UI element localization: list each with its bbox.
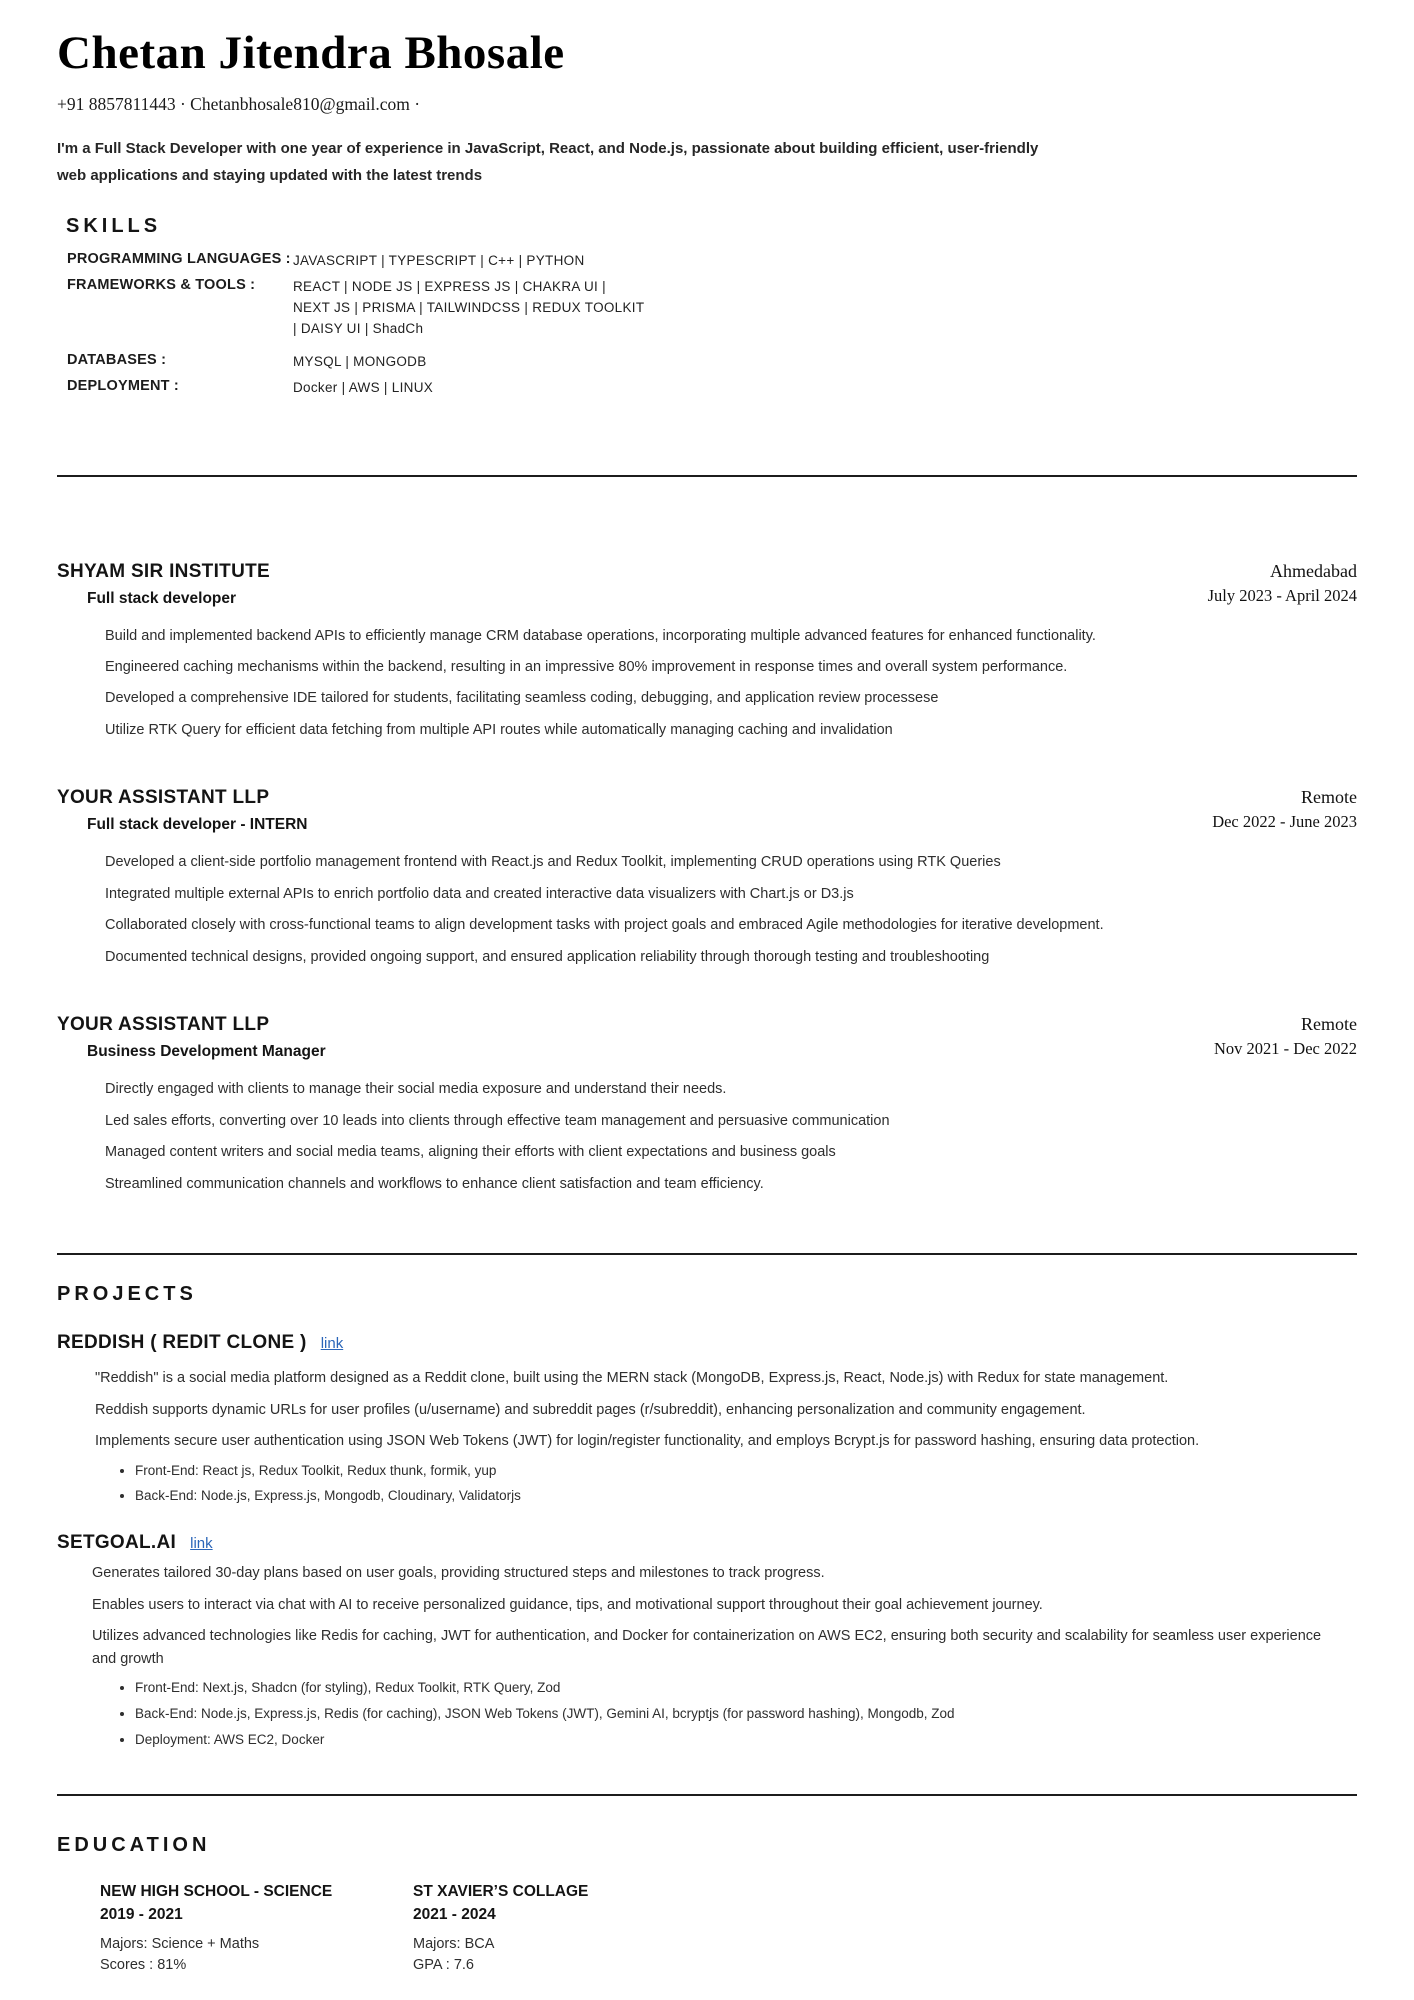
bullet-item: Generates tailored 30-day plans based on user goals, providing structured steps and milestones to track progress. bbox=[92, 1565, 825, 1582]
contact-line: +91 8857811443 · Chetanbhosale810@gmail.com · bbox=[57, 94, 421, 114]
bullet-list bbox=[105, 1078, 1357, 1195]
date-range: Dec 2022 - June 2023 bbox=[1212, 812, 1357, 832]
education-entry-college bbox=[413, 1883, 726, 1973]
school-majors: Majors: BCA bbox=[413, 1935, 495, 1952]
project-title: SETGOAL.AI bbox=[57, 1532, 177, 1554]
bullet-item: Utilizes advanced technologies like Redis for caching, JWT for authentication, and Docker for containerization on AWS EC2, ensuring both security and scalability for seamless user experience and growth bbox=[92, 1628, 1322, 1667]
bullet-item: Build and implemented backend APIs to efficiently manage CRM database operations, incorporating multiple advanced features for enhanced functionality. bbox=[105, 627, 1096, 644]
project-setgoal bbox=[57, 1532, 1357, 1750]
skill-label: DATABASES : bbox=[67, 351, 167, 368]
location-text: Remote bbox=[1301, 787, 1357, 808]
date-range: Nov 2021 - Dec 2022 bbox=[1214, 1039, 1357, 1059]
bullet-item: Directly engaged with clients to manage their social media exposure and understand their needs. bbox=[105, 1081, 727, 1098]
section-divider bbox=[57, 475, 1357, 477]
project-link[interactable]: link bbox=[320, 1335, 344, 1353]
entry-header bbox=[57, 787, 1357, 834]
skill-value: JAVASCRIPT | TYPESCRIPT | C++ | PYTHON bbox=[293, 253, 585, 268]
project-link[interactable]: link bbox=[190, 1535, 213, 1553]
entry-meta bbox=[1212, 787, 1357, 832]
skill-row-databases bbox=[67, 352, 1357, 373]
bullet-list bbox=[92, 1562, 1344, 1670]
skill-label: PROGRAMMING LANGUAGES : bbox=[67, 251, 291, 267]
company-name: YOUR ASSISTANT LLP bbox=[57, 1014, 270, 1036]
school-years: 2019 - 2021 bbox=[100, 1905, 183, 1923]
entry-meta bbox=[1214, 1014, 1357, 1059]
tech-stack-list bbox=[117, 1462, 1357, 1507]
sub-bullet-item: • Back-End: Node.js, Express.js, Redis (for caching), JSON Web Tokens (JWT), Gemini AI, bcryptjs (for password hashing), Mongodb, Zod bbox=[135, 1705, 1357, 1724]
skill-row-frameworks bbox=[67, 277, 1357, 340]
projects-heading: PROJECTS bbox=[57, 1283, 197, 1306]
skill-value: MYSQL | MONGODB bbox=[293, 353, 427, 369]
company-name: SHYAM SIR INSTITUTE bbox=[57, 560, 270, 582]
date-range: July 2023 - April 2024 bbox=[1207, 585, 1357, 605]
section-divider bbox=[57, 1794, 1357, 1796]
education-heading: EDUCATION bbox=[57, 1833, 211, 1856]
role-title: Business Development Manager bbox=[87, 1043, 326, 1061]
bullet-item: Implements secure user authentication using JSON Web Tokens (JWT) for login/register functionality, and employs Bcrypt.js for password hashing, ensuring data protection. bbox=[95, 1433, 1200, 1450]
bullet-list bbox=[105, 851, 1357, 968]
sub-bullet-item: • Front-End: React js, Redux Toolkit, Redux thunk, formik, yup bbox=[135, 1462, 1357, 1481]
summary-text: I'm a Full Stack Developer with one year of experience in JavaScript, React, and Node.js, passionate about building efficient, user-friendly web applications and staying updated with the latest trends bbox=[57, 140, 1039, 184]
skills-section bbox=[57, 215, 1357, 399]
company-name: YOUR ASSISTANT LLP bbox=[57, 787, 270, 809]
experience-entry-shyam bbox=[57, 561, 1357, 742]
skill-label: FRAMEWORKS & TOOLS : bbox=[67, 276, 256, 293]
sub-bullet-item: • Back-End: Node.js, Express.js, Mongodb, Cloudinary, Validatorjs bbox=[135, 1487, 1357, 1506]
project-title-row bbox=[57, 1532, 1357, 1554]
bullet-item: "Reddish" is a social media platform designed as a Reddit clone, built using the MERN stack (MongoDB, Express.js, React, Node.js) with Redux for state management. bbox=[95, 1370, 1169, 1387]
experience-entry-your-assistant-intern bbox=[57, 787, 1357, 968]
location-text: Remote bbox=[1301, 1014, 1357, 1035]
sub-bullet-item: • Deployment: AWS EC2, Docker bbox=[135, 1731, 1357, 1750]
education-columns bbox=[100, 1883, 1357, 1973]
entry-header bbox=[57, 1014, 1357, 1061]
bullet-item: Developed a comprehensive IDE tailored for students, facilitating seamless coding, debugging, and application review processese bbox=[105, 690, 939, 707]
bullet-item: Engineered caching mechanisms within the backend, resulting in an impressive 80% improvement in response times and overall system performance. bbox=[105, 659, 1068, 675]
bullet-list bbox=[105, 625, 1357, 742]
skill-row-deployment bbox=[67, 378, 1357, 399]
bullet-item: Documented technical designs, provided ongoing support, and ensured application reliability through thorough testing and troubleshooting bbox=[105, 948, 990, 965]
bullet-item: Integrated multiple external APIs to enrich portfolio data and created interactive data visualizers with Chart.js or D3.js bbox=[105, 885, 854, 902]
project-reddish bbox=[57, 1332, 1357, 1506]
bullet-item: Enables users to interact via chat with AI to receive personalized guidance, tips, and motivational support throughout their goal achievement journey. bbox=[92, 1596, 1043, 1613]
entry-meta bbox=[1208, 561, 1357, 606]
skill-label: DEPLOYMENT : bbox=[67, 377, 179, 394]
project-title-row bbox=[57, 1332, 1357, 1354]
tech-stack-list bbox=[117, 1679, 1357, 1750]
role-title: Full stack developer - INTERN bbox=[87, 816, 308, 834]
school-years: 2021 - 2024 bbox=[413, 1905, 496, 1923]
section-divider bbox=[57, 1253, 1357, 1255]
entry-header bbox=[57, 561, 1357, 608]
location-text: Ahmedabad bbox=[1270, 560, 1357, 581]
skill-value: REACT | NODE JS | EXPRESS JS | CHAKRA UI | NEXT JS | PRISMA | TAILWINDCSS | REDUX TOOLKIT | DAISY UI | ShadCh bbox=[293, 278, 645, 336]
bullet-item: Developed a client-side portfolio management frontend with React.js and Redux Toolkit, implementing CRUD operations using RTK Queries bbox=[105, 854, 1001, 871]
skills-grid bbox=[66, 251, 1357, 399]
experience-entry-your-assistant-bdm bbox=[57, 1014, 1357, 1195]
school-score: Scores : 81% bbox=[100, 1956, 187, 1973]
bullet-item: Managed content writers and social media teams, aligning their efforts with client expectations and business goals bbox=[105, 1144, 836, 1161]
projects-section bbox=[57, 1283, 1357, 1750]
school-name: ST XAVIER’S COLLAGE bbox=[413, 1882, 589, 1900]
bullet-item: Utilize RTK Query for efficient data fetching from multiple API routes while automatically managing caching and invalidation bbox=[105, 721, 893, 738]
candidate-name: Chetan Jitendra Bhosale bbox=[57, 27, 565, 79]
school-name: NEW HIGH SCHOOL - SCIENCE bbox=[100, 1882, 333, 1900]
sub-bullet-item: • Front-End: Next.js, Shadcn (for styling), Redux Toolkit, RTK Query, Zod bbox=[135, 1679, 1357, 1698]
bullet-item: Collaborated closely with cross-functional teams to align development tasks with project goals and embraced Agile methodologies for iterative development. bbox=[105, 917, 1104, 934]
education-section bbox=[57, 1834, 1357, 1973]
bullet-item: Reddish supports dynamic URLs for user profiles (u/username) and subreddit pages (r/subreddit), enhancing personalization and community engagement. bbox=[95, 1401, 1086, 1418]
skill-row-languages bbox=[67, 251, 1357, 272]
bullet-item: Streamlined communication channels and workflows to enhance client satisfaction and team efficiency. bbox=[105, 1175, 764, 1192]
school-majors: Majors: Science + Maths bbox=[100, 1935, 260, 1952]
bullet-list bbox=[95, 1367, 1347, 1452]
project-title: REDDISH ( REDIT CLONE ) bbox=[57, 1332, 307, 1354]
skill-value: Docker | AWS | LINUX bbox=[293, 379, 434, 395]
bullet-item: Led sales efforts, converting over 10 leads into clients through effective team management and persuasive communication bbox=[105, 1112, 890, 1129]
role-title: Full stack developer bbox=[87, 589, 237, 607]
school-score: GPA : 7.6 bbox=[413, 1956, 474, 1973]
skills-heading: SKILLS bbox=[66, 215, 162, 237]
education-entry-school bbox=[100, 1883, 413, 1973]
